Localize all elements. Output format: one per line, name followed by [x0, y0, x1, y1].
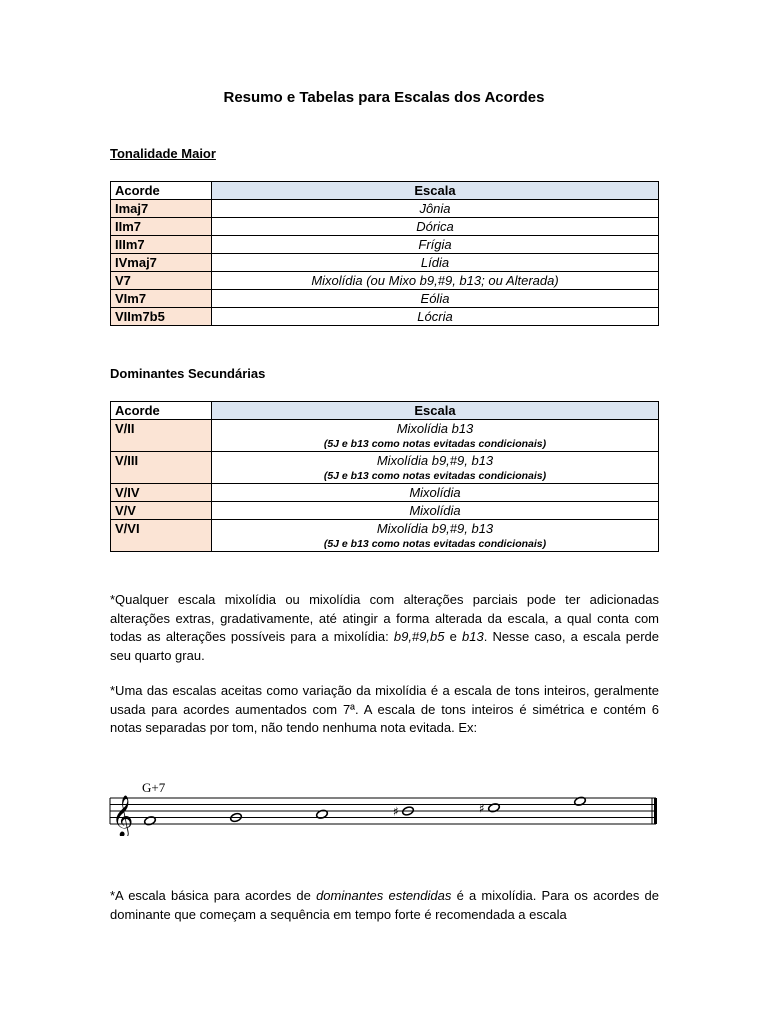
cell-escala: Jônia [212, 200, 659, 218]
scale-name: Mixolídia b13 [396, 421, 474, 436]
music-staff [108, 776, 660, 836]
cell-acorde: IVmaj7 [111, 254, 212, 272]
cell-acorde: V/IV [111, 484, 212, 502]
table-row [111, 200, 659, 218]
scale-name: Mixolídia b9,#9, b13 [376, 521, 494, 536]
para1-italic-b: b13 [461, 629, 484, 645]
cell-escala [212, 420, 659, 452]
table-row [111, 502, 659, 520]
section-heading-tonalidade-maior: Tonalidade Maior [110, 146, 216, 161]
cell-escala [212, 502, 659, 520]
treble-clef-icon: 𝄞 [112, 796, 134, 836]
scale-note: (5J e b13 como notas evitadas condicionais) [323, 470, 547, 482]
note-dsharp [479, 801, 500, 815]
cell-escala: Dórica [212, 218, 659, 236]
header-acorde: Acorde [111, 182, 212, 200]
para3-text-b: é a mixolídia. Para os acordes de dominante que começam a sequência em tempo forte é recomendada a escala [110, 888, 660, 922]
cell-escala [212, 484, 659, 502]
cell-acorde: V/V [111, 502, 212, 520]
table-header-row [111, 402, 659, 420]
table-row [111, 218, 659, 236]
cell-acorde: IIm7 [111, 218, 212, 236]
cell-escala: Frígia [212, 236, 659, 254]
para1-italic-a: b9,#9,b5 [393, 629, 445, 645]
table-row [111, 420, 659, 452]
cell-acorde: V/VI [111, 520, 212, 552]
table-header-row [111, 182, 659, 200]
cell-escala: Mixolídia (ou Mixo b9,#9, b13; ou Alterada) [212, 272, 659, 290]
paragraph-alteracoes [110, 591, 659, 666]
cell-acorde: V/III [111, 452, 212, 484]
chord-symbol: G+7 [142, 780, 166, 795]
page-title: Resumo e Tabelas para Escalas dos Acordes [223, 89, 545, 106]
section-heading-dominantes-secundarias: Dominantes Secundárias [110, 366, 266, 381]
scale-name: Mixolídia [409, 503, 461, 518]
header-escala: Escala [212, 402, 659, 420]
scale-note: (5J e b13 como notas evitadas condicionais) [323, 538, 547, 550]
paragraph-dominantes-estendidas [110, 887, 659, 924]
cell-escala: Lócria [212, 308, 659, 326]
table-row [111, 484, 659, 502]
header-escala: Escala [212, 182, 659, 200]
scale-name: Mixolídia b9,#9, b13 [376, 453, 494, 468]
table-row [111, 452, 659, 484]
para3-italic-a: dominantes estendidas [316, 888, 452, 903]
cell-escala: Lídia [212, 254, 659, 272]
cell-acorde: V7 [111, 272, 212, 290]
table-row [111, 520, 659, 552]
table-row [111, 308, 659, 326]
scale-note: (5J e b13 como notas evitadas condicionais) [323, 438, 547, 450]
para1-text-b: e [444, 629, 462, 645]
cell-acorde: VIm7 [111, 290, 212, 308]
table-tonalidade-maior [110, 181, 659, 326]
table-row [111, 290, 659, 308]
cell-acorde: IIIm7 [111, 236, 212, 254]
cell-escala [212, 452, 659, 484]
table-row [111, 236, 659, 254]
cell-acorde: Imaj7 [111, 200, 212, 218]
sharp-icon: ♯ [479, 801, 485, 816]
table-dominantes-secundarias [110, 401, 659, 552]
para3-text-a: *A escala básica para acordes de [110, 888, 317, 903]
paragraph-tons-inteiros: *Uma das escalas aceitas como variação da mixolídia é a escala de tons inteiros, geralmente usada para acordes aumentados com 7ª. A escala de tons inteiros é simétrica e contém 6 notas separadas por tom, não tendo nenhuma nota evitada. Ex: [110, 683, 659, 736]
para1-text-a: *Qualquer escala mixolídia ou mixolídia com alterações parciais pode ter adicionadas alterações extras, gradativamente, até atingir a forma alterada da escala, a qual conta com todas as alterações possíveis para a mixolídia: [110, 592, 659, 645]
table-row [111, 254, 659, 272]
scale-name: Mixolídia [409, 485, 461, 500]
para1-text-c: . Nesse caso, a escala perde seu quarto grau. [110, 629, 659, 664]
sharp-icon: ♯ [393, 804, 399, 819]
cell-acorde: V/II [111, 420, 212, 452]
cell-acorde: VIIm7b5 [111, 308, 212, 326]
table-row [111, 272, 659, 290]
final-barline [654, 798, 657, 824]
cell-escala: Eólia [212, 290, 659, 308]
header-acorde: Acorde [111, 402, 212, 420]
cell-escala [212, 520, 659, 552]
